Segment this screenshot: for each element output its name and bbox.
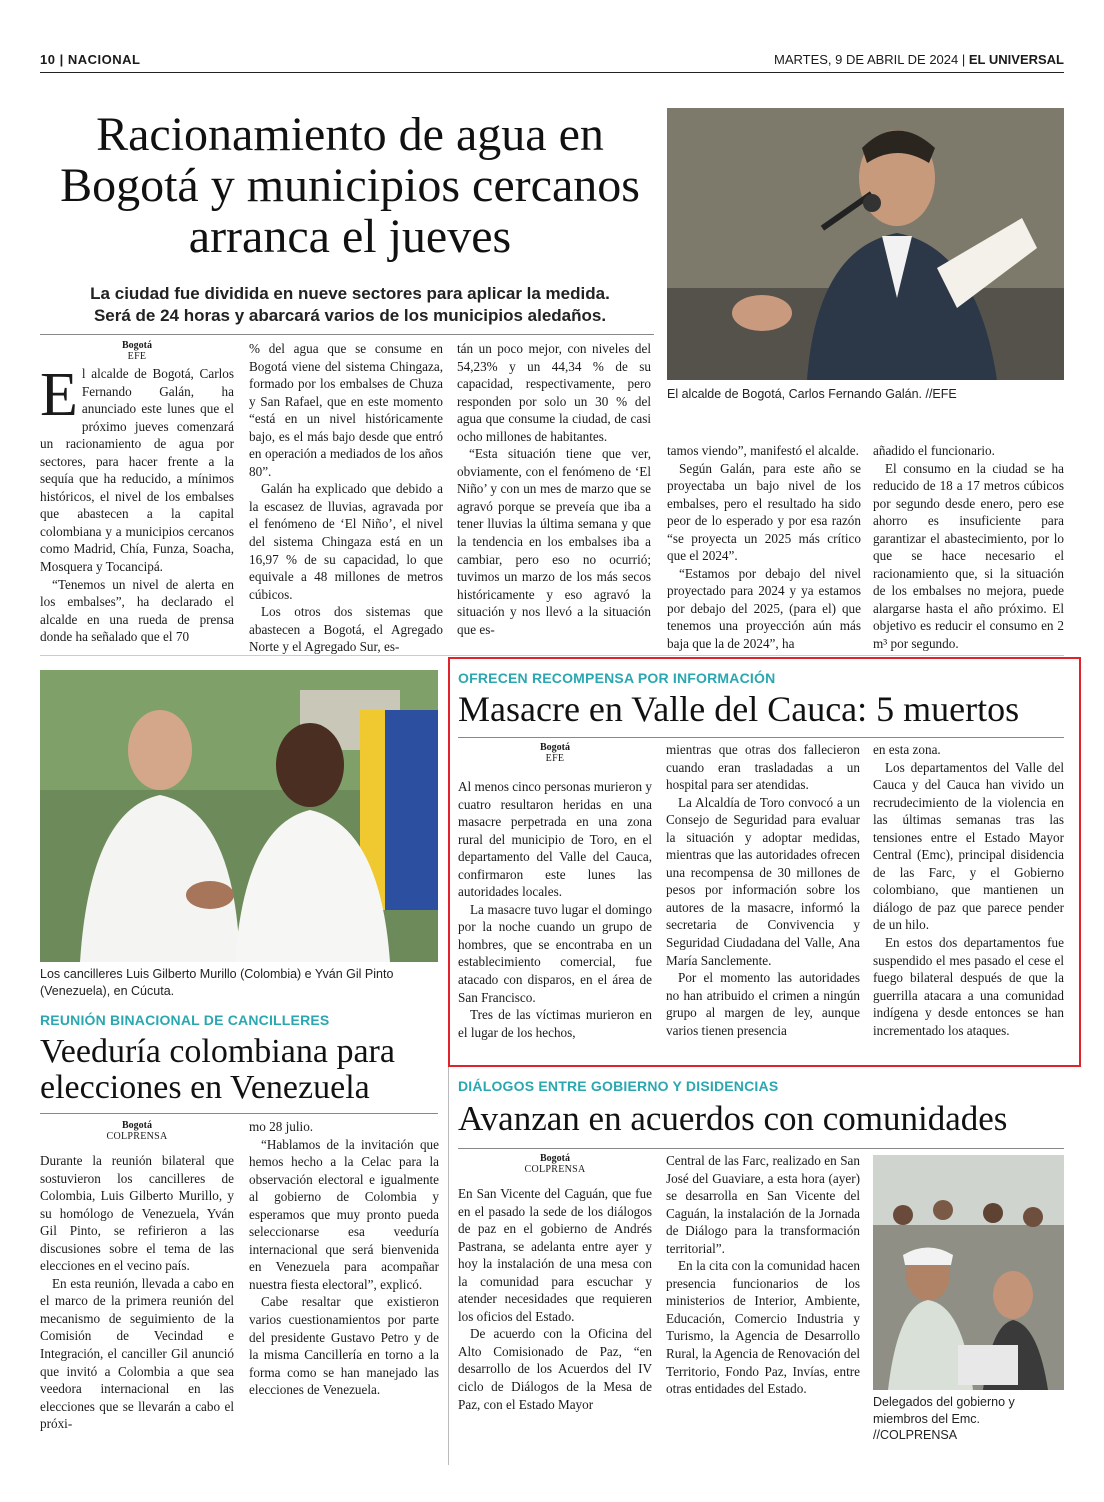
dialogos-byline xyxy=(458,1153,652,1175)
main-col5-para: El consumo en la ciudad se ha reducido de 18 a 17 metros cúbicos por segundo desde enero, pero ese ahorro es insuficiente para garantizar el abastecimiento, por lo que se hace necesario el racionamiento que, si la situación de los embalses no mejora, puede alargarse hasta el año próximo. El objetivo es reducir el consumo en 2 m³ por segundo. xyxy=(873,460,1064,652)
masacre-byline-agency: EFE xyxy=(545,753,565,764)
dialogos-rule xyxy=(458,1148,1064,1149)
veeduria-kicker: REUNIÓN BINACIONAL DE CANCILLERES xyxy=(40,1012,330,1028)
masacre-col1-para: Tres de las víctimas murieron en el lugar de los hechos, xyxy=(458,1007,652,1040)
masacre-col2-para: La Alcaldía de Toro convocó a un Consejo de Seguridad para evaluar la situación y adoptar medidas, mientras que las autoridades ofrecen una recompensa de 30 millones de pesos por información sobre los autores de la masacre, informó la secretaria de Convivencia y Seguridad Ciudadana del Valle, Ana María Sanclemente. xyxy=(666,794,860,968)
main-col1-para: “Tenemos un nivel de alerta en los embalses”, ha declarado el alcalde en una rueda de prensa donde ha señalado que el 70 xyxy=(40,576,234,645)
cancilleres-photo xyxy=(40,670,438,962)
main-col-4 xyxy=(667,442,861,653)
main-col-3 xyxy=(457,340,651,638)
main-col1-para: El alcalde de Bogotá, Carlos Fernando Galán, ha anunciado este lunes que el próximo jueves comenzará un racionamiento de agua por sectores, para hacer frente a la sequía que ha reducido, a mínimos históricos, el nivel de los embalses que abastecen a la capital colombiana y a municipios cercanos como Madrid, Chía, Funza, Soacha, Mosquera y Tocancipá. xyxy=(40,361,234,575)
dialogos-kicker: DIÁLOGOS ENTRE GOBIERNO Y DISIDENCIAS xyxy=(458,1078,779,1094)
masacre-col1-para: La masacre tuvo lugar el domingo por la noche cuando un grupo de hombres, que se encontraba en un establecimiento comercial, fue atacado con disparos, en el área de San Francisco. xyxy=(458,901,652,1005)
dialogos-photo-illustration xyxy=(873,1155,1064,1390)
dialogos-headline: Avanzan en acuerdos con comunidades xyxy=(458,1099,1008,1138)
main-col-5 xyxy=(873,442,1064,653)
dialogos-col1-para: De acuerdo con la Oficina del Alto Comisionado de Paz, “en desarrollo de los Acuerdos del IV ciclo de Diálogos de la Mesa de Paz, con el Estado Mayor xyxy=(458,1326,652,1412)
main-col-1 xyxy=(40,361,234,646)
main-byline-agency: EFE xyxy=(127,351,147,362)
cancilleres-photo-caption: Los cancilleres Luis Gilberto Murillo (Colombia) e Yván Gil Pinto (Venezuela), en Cúcuta. xyxy=(40,967,394,998)
issue-date xyxy=(774,52,1064,67)
header-separator: | xyxy=(961,52,966,67)
main-byline xyxy=(40,340,234,362)
masacre-col-2 xyxy=(666,741,860,1039)
main-col2-para: Los otros dos sistemas que abastecen a Bogotá, el Agregado Norte y el Agregado Sur, es- xyxy=(249,604,443,655)
masacre-col-3 xyxy=(873,741,1064,1039)
masacre-col3-para: en esta zona. xyxy=(873,742,941,757)
header-rule xyxy=(40,72,1064,73)
paper-name: EL UNIVERSAL xyxy=(968,52,1064,67)
main-col5-para: añadido el funcionario. xyxy=(873,443,995,458)
main-col2-para: Galán ha explicado que debido a la escasez de lluvias, agravada por el fenómeno de ‘El Niño’, el nivel del sistema Chingaza está en un 16,97 % de su capacidad, lo que equivale a 48 millones de metros cúbicos. xyxy=(249,481,443,602)
masacre-col1-para: Al menos cinco personas murieron y cuatro resultaron heridas en una masacre perpetrada en una zona rural del municipio de Toro, en el departamento del Valle del Cauca, confirmaron este lunes las autoridades locales. xyxy=(458,779,652,900)
masacre-col2-para: mientras que otras dos fallecieron cuando eran trasladadas a un hospital para ser atendidas. xyxy=(666,742,860,793)
dialogos-col1-para: En San Vicente del Caguán, que fue en el pasado la sede de los diálogos de paz en el gobierno de Andrés Pastrana, se adelanta entre ayer y hoy la instalación de una mesa con la comunidad para escuchar y atender necesidades que requieren los oficios del Estado. xyxy=(458,1186,652,1324)
veeduria-col-2 xyxy=(249,1118,439,1399)
main-headline: Racionamiento de agua en Bogotá y municipios cercanos arranca el jueves xyxy=(60,108,640,263)
main-col4-para: “Estamos por debajo del nivel proyectado para 2024 y ya estamos por debajo del 2025, (para el) que tenemos una proyección aún más baja que la de 2024”, ha xyxy=(667,565,861,652)
main-deck: La ciudad fue dividida en nueve sectores para aplicar la medida. Será de 24 horas y abarcará varios de los municipios aledaños. xyxy=(90,284,610,326)
masacre-headline: Masacre en Valle del Cauca: 5 muertos xyxy=(458,689,1020,729)
main-col-2 xyxy=(249,340,443,656)
dialogos-col2-para: Central de las Farc, realizado en San José del Guaviare, a esta hora (ayer) se desarrolla en San Vicente del Caguán, la instalación de la Jornada de Diálogo para la transformación territorial”. xyxy=(666,1153,860,1256)
veeduria-col1-para: En esta reunión, llevada a cabo en el marco de la primera reunión del mecanismo de seguimiento de la Comisión de Vecindad e Integración, el canciller Gil anunció que invitó a Colombia a que sea veedora internacional en las elecciones que se llevarán a cabo el próxi- xyxy=(40,1275,234,1432)
main-col4-para: Según Galán, para este año se proyectaba un bajo nivel de los embalses, pero el resultado ha sido peor de lo esperado y por esa razón “se proyecta un 2025 más crítico que el 2024”. xyxy=(667,460,861,564)
dialogos-photo xyxy=(873,1155,1064,1390)
dialogos-col-2 xyxy=(666,1152,860,1398)
mayor-photo-illustration xyxy=(667,108,1064,380)
masacre-rule xyxy=(458,737,1064,738)
main-byline-city: Bogotá xyxy=(122,340,152,351)
mayor-photo-caption: El alcalde de Bogotá, Carlos Fernando Galán. //EFE xyxy=(667,387,957,401)
veeduria-col-1 xyxy=(40,1152,234,1433)
masacre-col-1 xyxy=(458,778,652,1041)
veeduria-col2-para: “Hablamos de la invitación que hemos hecho a la Celac para la observación electoral e igualmente al gobierno de Colombia y esperamos que muy pronto pueda seleccionarse esa veeduría internacional que será bienvenida en Venezuela para acompañar nuestra fiesta electoral”, explicó. xyxy=(249,1136,439,1292)
veeduria-byline-city: Bogotá xyxy=(122,1120,152,1131)
veeduria-col2-para: mo 28 julio. xyxy=(249,1119,314,1134)
masacre-col2-para: Por el momento las autoridades no han atribuido el crimen a ningún grupo al margen de ley, aunque varios tienen presencia xyxy=(666,970,860,1038)
dialogos-photo-caption: Delegados del gobierno y miembros del Emc. //COLPRENSA xyxy=(873,1395,1015,1442)
veeduria-byline-agency: COLPRENSA xyxy=(106,1131,168,1142)
page-section-label: 10 | NACIONAL xyxy=(40,52,141,67)
date-text: MARTES, 9 DE ABRIL DE 2024 xyxy=(774,52,959,67)
masacre-kicker: OFRECEN RECOMPENSA POR INFORMACIÓN xyxy=(458,670,776,686)
section-divider xyxy=(40,655,1064,656)
veeduria-headline: Veeduría colombiana para elecciones en Venezuela xyxy=(40,1033,395,1107)
veeduria-byline xyxy=(40,1120,234,1142)
main-col2-para: % del agua que se consume en Bogotá viene del sistema Chingaza, formado por los embalses de Chuza y San Rafael, que en este momento “está en un nivel históricamente bajo, es el más bajo desde que entró en operación a mediados de los años 80”. xyxy=(249,341,443,479)
masacre-col3-para: En estos dos departamentos fue suspendido el mes pasado el cese el fuego bilateral después de que la guerrilla atacara a una comunidad indígena y desde entonces se han incrementado los ataques. xyxy=(873,935,1064,1038)
dialogos-col2-para: En la cita con la comunidad hacen presencia funcionarios de los ministerios de Interior, Ambiente, Educación, Comercio Industria y Turismo, la Agencia de Desarrollo Rural, la Agencia de Renovación del Territorio, Fondo Paz, Invías, entre otras entidades del Estado. xyxy=(666,1258,860,1397)
dialogos-byline-city: Bogotá xyxy=(540,1153,570,1164)
main-col3-para: tán un poco mejor, con niveles del 54,23% y un 44,34 % de su capacidad, respectivamente, pero responden por solo un 30 % del agua que consume la ciudad, de casi ocho millones de habitantes. xyxy=(457,341,651,444)
masacre-byline-city: Bogotá xyxy=(540,742,570,753)
main-deck-rule xyxy=(40,334,654,335)
veeduria-col2-para: Cabe resaltar que existieron varios cuestionamientos por parte del presidente Gustavo Petro y de la misma Cancillería en torno a la forma como se han manejado las elecciones de Venezuela. xyxy=(249,1294,439,1398)
dialogos-byline-agency: COLPRENSA xyxy=(524,1164,586,1175)
mayor-photo xyxy=(667,108,1064,380)
main-col3-para: “Esta situación tiene que ver, obviamente, con el fenómeno de ‘El Niño’ y con un mes de marzo que se agravó porque se preveía que iba a tener lluvias la última semana y que la tendencia en los embalses iba a cambiar, pero eso no ocurrió; tuvimos un marzo de los más secos históricamente y eso agravó la situación y nos llevó a la situación que es- xyxy=(457,446,651,637)
masacre-col3-para: Los departamentos del Valle del Cauca y del Cauca han vivido un recrudecimiento de la violencia en las últimas semanas tras las tensiones entre el Estado Mayor Central (Emc), principal disidencia de las Farc, y el Gobierno colombiano, que mantienen un diálogo de paz que parece pender de un hilo. xyxy=(873,759,1064,933)
cancilleres-photo-illustration xyxy=(40,670,438,962)
main-col4-para: tamos viendo”, manifestó el alcalde. xyxy=(667,443,859,458)
veeduria-col1-para: Durante la reunión bilateral que sostuvieron los cancilleres de Colombia, Luis Gilberto Murillo, y su homólogo de Venezuela, Yván Gil Pinto, se refirieron a las discusiones sobre el tema de las elecciones en el vecino país. xyxy=(40,1153,234,1274)
veeduria-rule xyxy=(40,1113,438,1114)
dialogos-col-1 xyxy=(458,1185,652,1413)
masacre-byline xyxy=(458,742,652,764)
